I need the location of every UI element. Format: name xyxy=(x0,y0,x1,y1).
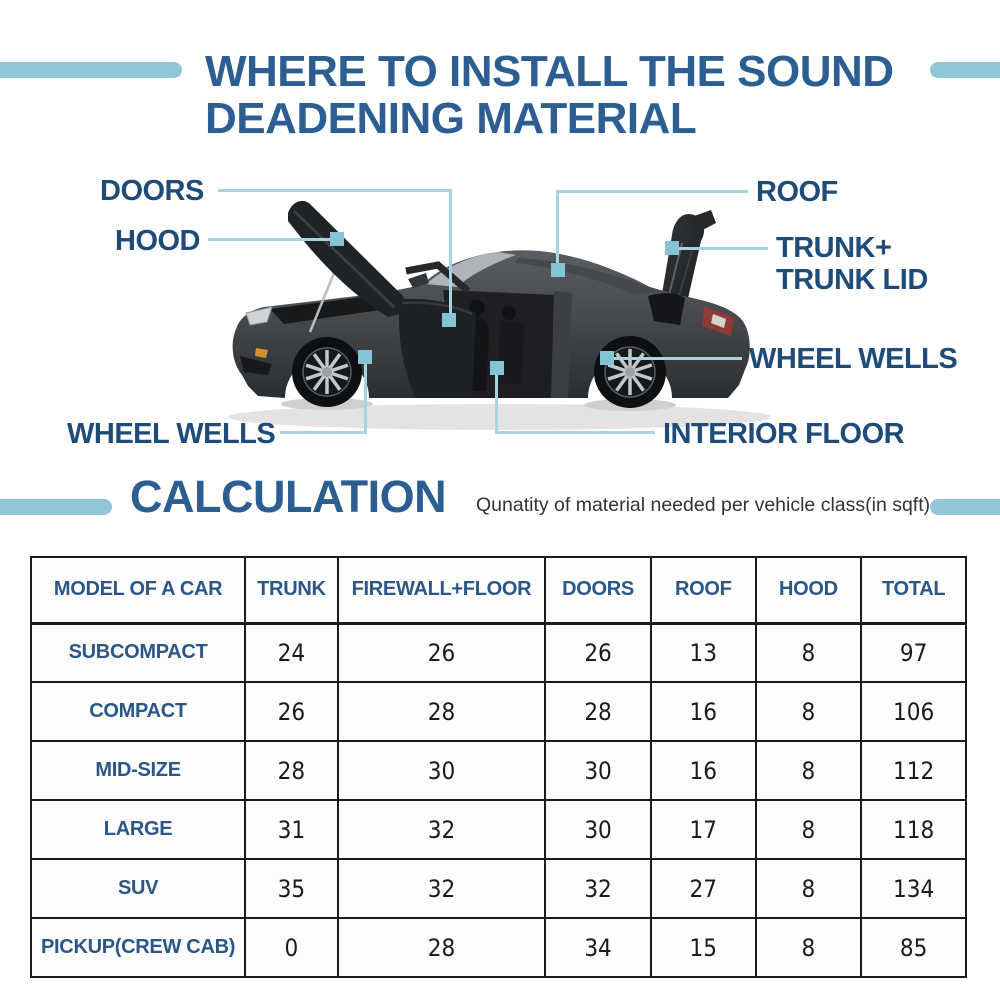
table-cell: 31 xyxy=(245,800,338,859)
table-cell: 134 xyxy=(861,859,966,918)
table-cell: 118 xyxy=(861,800,966,859)
label-wheel-wells-right: WHEEL WELLS xyxy=(749,343,958,375)
car-front-wheel xyxy=(292,337,362,407)
table-cell: 28 xyxy=(545,682,651,741)
table-cell: 32 xyxy=(545,859,651,918)
table-cell: 8 xyxy=(756,623,862,682)
table-row xyxy=(31,682,966,741)
row-label: LARGE xyxy=(31,800,245,859)
table-cell: 32 xyxy=(338,800,546,859)
table-row xyxy=(31,741,966,800)
table-cell: 35 xyxy=(245,859,338,918)
label-hood: HOOD xyxy=(115,225,200,257)
table-cell: 8 xyxy=(756,859,862,918)
table-cell: 15 xyxy=(651,918,756,977)
label-trunk-line2: TRUNK LID xyxy=(776,264,928,296)
hood-pointer-square xyxy=(330,232,344,246)
table-cell: 27 xyxy=(651,859,756,918)
label-interior-floor: INTERIOR FLOOR xyxy=(663,418,905,450)
wheel-wells-left-pointer-line-h xyxy=(280,431,367,434)
table-cell: 13 xyxy=(651,623,756,682)
wheel-wells-left-pointer-line-v xyxy=(364,363,367,434)
label-trunk-line1: TRUNK+ xyxy=(776,232,892,264)
row-label: MID-SIZE xyxy=(31,741,245,800)
table-cell: 17 xyxy=(651,800,756,859)
table-cell: 28 xyxy=(338,682,546,741)
table-cell: 8 xyxy=(756,741,862,800)
car-rear-wheel xyxy=(594,336,666,408)
table-cell: 97 xyxy=(861,623,966,682)
interior-floor-pointer-square xyxy=(490,361,504,375)
table-cell: 16 xyxy=(651,682,756,741)
column-header: HOOD xyxy=(756,557,862,623)
title-left-bar xyxy=(0,62,182,78)
column-header: TOTAL xyxy=(861,557,966,623)
table-cell: 28 xyxy=(245,741,338,800)
roof-pointer-line-h xyxy=(556,190,748,193)
roof-pointer-square xyxy=(551,263,565,277)
table-cell: 16 xyxy=(651,741,756,800)
table-cell: 32 xyxy=(338,859,546,918)
table-cell: 0 xyxy=(245,918,338,977)
table-cell: 8 xyxy=(756,918,862,977)
interior-floor-pointer-line-v xyxy=(495,374,498,434)
column-header: DOORS xyxy=(545,557,651,623)
calc-left-bar xyxy=(0,499,112,515)
wheel-wells-left-pointer-square xyxy=(358,350,372,364)
page-title-line1: WHERE TO INSTALL THE SOUND xyxy=(205,47,894,96)
calculation-table xyxy=(30,556,967,978)
table-row xyxy=(31,623,966,682)
column-header: ROOF xyxy=(651,557,756,623)
table-row xyxy=(31,859,966,918)
table-cell: 85 xyxy=(861,918,966,977)
calculation-heading: CALCULATION xyxy=(130,471,447,522)
hood-pointer-line xyxy=(208,238,332,241)
table-cell: 30 xyxy=(338,741,546,800)
column-header: MODEL OF A CAR xyxy=(31,557,245,623)
page-title xyxy=(205,48,965,142)
wheel-wells-right-pointer-square xyxy=(600,351,614,365)
trunk-pointer-square xyxy=(665,241,679,255)
interior-floor-pointer-line-h xyxy=(495,431,655,434)
calculation-subtitle: Qunatity of material needed per vehicle class(in sqft) xyxy=(476,494,931,516)
label-wheel-wells-left: WHEEL WELLS xyxy=(67,418,276,450)
table-cell: 34 xyxy=(545,918,651,977)
column-header: FIREWALL+FLOOR xyxy=(338,557,546,623)
table-row xyxy=(31,800,966,859)
roof-pointer-line-v xyxy=(556,190,559,267)
row-label: SUV xyxy=(31,859,245,918)
table-cell: 28 xyxy=(338,918,546,977)
wheel-wells-right-pointer-line xyxy=(613,357,742,360)
table-cell: 8 xyxy=(756,800,862,859)
trunk-pointer-line xyxy=(678,247,768,250)
page-title-line2: DEADENING MATERIAL xyxy=(205,94,697,143)
car-image xyxy=(210,195,770,445)
table-row xyxy=(31,918,966,977)
row-label: PICKUP(CREW CAB) xyxy=(31,918,245,977)
table-cell: 112 xyxy=(861,741,966,800)
doors-pointer-line-h xyxy=(218,189,452,192)
row-label: COMPACT xyxy=(31,682,245,741)
label-trunk xyxy=(776,232,928,296)
label-roof: ROOF xyxy=(756,176,838,208)
row-label: SUBCOMPACT xyxy=(31,623,245,682)
calc-right-bar xyxy=(930,499,1000,515)
table-header-row xyxy=(31,557,966,623)
doors-pointer-line-v xyxy=(449,189,452,317)
doors-pointer-square xyxy=(442,313,456,327)
table-cell: 26 xyxy=(338,623,546,682)
table-cell: 26 xyxy=(545,623,651,682)
table-cell: 8 xyxy=(756,682,862,741)
table-cell: 30 xyxy=(545,741,651,800)
table-cell: 24 xyxy=(245,623,338,682)
label-doors: DOORS xyxy=(100,175,204,207)
table-cell: 106 xyxy=(861,682,966,741)
column-header: TRUNK xyxy=(245,557,338,623)
table-cell: 26 xyxy=(245,682,338,741)
table-cell: 30 xyxy=(545,800,651,859)
